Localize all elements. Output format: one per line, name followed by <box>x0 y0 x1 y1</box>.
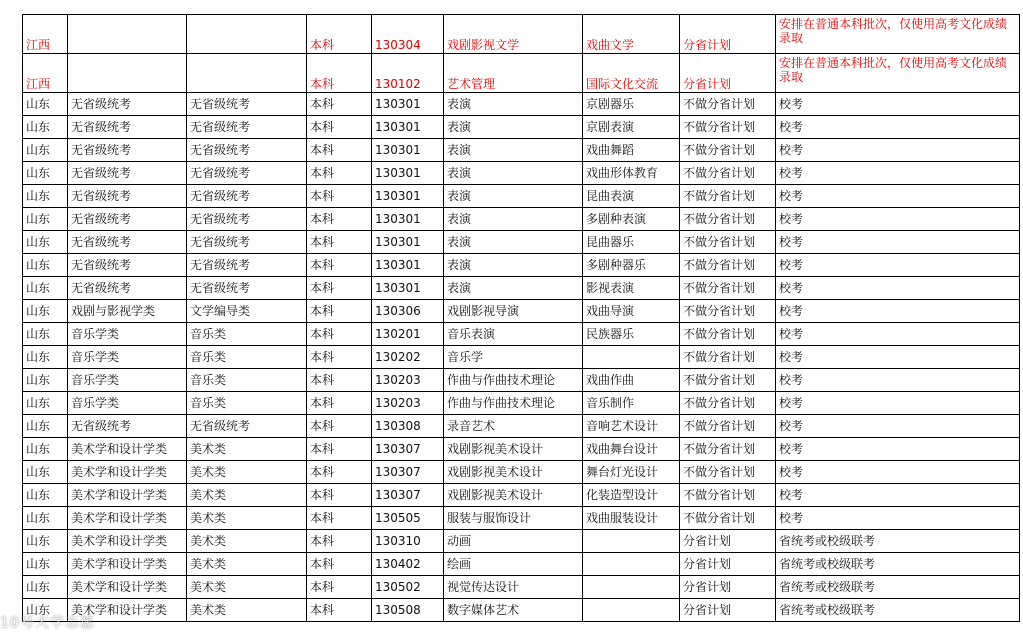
cell-major: 表演 <box>444 254 583 277</box>
cell-code: 130301 <box>372 139 444 162</box>
table-row <box>23 139 1020 162</box>
table-row <box>23 15 1020 54</box>
cell-exam: 无省级统考 <box>187 116 307 139</box>
cell-level: 本科 <box>307 116 372 139</box>
cell-plan: 不做分省计划 <box>680 254 776 277</box>
cell-direction <box>583 553 680 576</box>
cell-exam: 无省级统考 <box>187 415 307 438</box>
cell-major: 视觉传达设计 <box>444 576 583 599</box>
cell-level: 本科 <box>307 553 372 576</box>
cell-plan: 不做分省计划 <box>680 162 776 185</box>
cell-category: 美术学和设计学类 <box>68 576 187 599</box>
cell-code: 130502 <box>372 576 444 599</box>
cell-direction: 多剧种器乐 <box>583 254 680 277</box>
cell-direction: 戏曲舞蹈 <box>583 139 680 162</box>
table-row <box>23 162 1020 185</box>
table-row <box>23 54 1020 93</box>
cell-category <box>68 15 187 54</box>
cell-province: 山东 <box>23 208 68 231</box>
cell-level: 本科 <box>307 277 372 300</box>
cell-category: 美术学和设计学类 <box>68 530 187 553</box>
cell-level: 本科 <box>307 599 372 622</box>
cell-province: 山东 <box>23 530 68 553</box>
table-row <box>23 461 1020 484</box>
cell-direction: 戏曲形体教育 <box>583 162 680 185</box>
cell-direction: 多剧种表演 <box>583 208 680 231</box>
cell-level: 本科 <box>307 15 372 54</box>
cell-major: 表演 <box>444 208 583 231</box>
cell-level: 本科 <box>307 185 372 208</box>
cell-category: 音乐学类 <box>68 346 187 369</box>
cell-exam: 美术类 <box>187 507 307 530</box>
table-row <box>23 254 1020 277</box>
cell-exam: 无省级统考 <box>187 139 307 162</box>
cell-code: 130301 <box>372 254 444 277</box>
cell-province: 山东 <box>23 392 68 415</box>
cell-province: 山东 <box>23 300 68 323</box>
cell-level: 本科 <box>307 576 372 599</box>
cell-category <box>68 54 187 93</box>
cell-category: 戏剧与影视学类 <box>68 300 187 323</box>
cell-note: 校考 <box>776 415 1020 438</box>
cell-category: 无省级统考 <box>68 254 187 277</box>
table-row <box>23 415 1020 438</box>
cell-direction <box>583 530 680 553</box>
cell-direction: 戏曲作曲 <box>583 369 680 392</box>
cell-category: 美术学和设计学类 <box>68 507 187 530</box>
cell-note: 校考 <box>776 507 1020 530</box>
table-row <box>23 346 1020 369</box>
cell-category: 美术学和设计学类 <box>68 438 187 461</box>
cell-code: 130301 <box>372 185 444 208</box>
table-row <box>23 438 1020 461</box>
cell-note: 省统考或校级联考 <box>776 553 1020 576</box>
cell-code: 130301 <box>372 93 444 116</box>
cell-province: 山东 <box>23 162 68 185</box>
cell-province: 山东 <box>23 254 68 277</box>
cell-exam: 音乐类 <box>187 392 307 415</box>
cell-level: 本科 <box>307 323 372 346</box>
cell-plan: 不做分省计划 <box>680 277 776 300</box>
cell-province: 山东 <box>23 576 68 599</box>
cell-plan: 分省计划 <box>680 599 776 622</box>
cell-major: 数字媒体艺术 <box>444 599 583 622</box>
cell-note: 校考 <box>776 484 1020 507</box>
cell-plan: 不做分省计划 <box>680 507 776 530</box>
cell-province: 山东 <box>23 185 68 208</box>
table-row <box>23 93 1020 116</box>
table-body <box>23 15 1020 622</box>
cell-level: 本科 <box>307 415 372 438</box>
cell-category: 音乐学类 <box>68 323 187 346</box>
cell-note: 省统考或校级联考 <box>776 530 1020 553</box>
cell-code: 130402 <box>372 553 444 576</box>
cell-note: 省统考或校级联考 <box>776 599 1020 622</box>
cell-category: 音乐学类 <box>68 369 187 392</box>
cell-level: 本科 <box>307 54 372 93</box>
cell-level: 本科 <box>307 300 372 323</box>
cell-code: 130307 <box>372 438 444 461</box>
cell-note: 校考 <box>776 93 1020 116</box>
cell-province: 山东 <box>23 553 68 576</box>
cell-category: 无省级统考 <box>68 116 187 139</box>
cell-level: 本科 <box>307 461 372 484</box>
cell-exam: 无省级统考 <box>187 277 307 300</box>
cell-province: 江西 <box>23 54 68 93</box>
cell-category: 美术学和设计学类 <box>68 484 187 507</box>
cell-plan: 不做分省计划 <box>680 369 776 392</box>
cell-plan: 不做分省计划 <box>680 438 776 461</box>
cell-note: 安排在普通本科批次，仅使用高考文化成绩录取 <box>776 54 1020 93</box>
cell-direction: 戏曲文学 <box>583 15 680 54</box>
table-row <box>23 507 1020 530</box>
cell-note: 校考 <box>776 254 1020 277</box>
cell-plan: 分省计划 <box>680 576 776 599</box>
cell-exam: 音乐类 <box>187 346 307 369</box>
cell-exam <box>187 54 307 93</box>
table-row <box>23 277 1020 300</box>
cell-plan: 不做分省计划 <box>680 484 776 507</box>
cell-plan: 不做分省计划 <box>680 346 776 369</box>
admission-plan-sheet <box>22 14 1020 622</box>
cell-note: 省统考或校级联考 <box>776 576 1020 599</box>
cell-province: 山东 <box>23 346 68 369</box>
cell-exam: 无省级统考 <box>187 185 307 208</box>
cell-direction: 影视表演 <box>583 277 680 300</box>
cell-province: 山东 <box>23 461 68 484</box>
cell-plan: 不做分省计划 <box>680 93 776 116</box>
cell-plan: 分省计划 <box>680 54 776 93</box>
admission-plan-table <box>22 14 1020 622</box>
cell-major: 表演 <box>444 231 583 254</box>
cell-province: 山东 <box>23 438 68 461</box>
cell-direction: 京剧表演 <box>583 116 680 139</box>
cell-level: 本科 <box>307 484 372 507</box>
cell-category: 美术学和设计学类 <box>68 599 187 622</box>
cell-exam: 美术类 <box>187 461 307 484</box>
cell-note: 校考 <box>776 461 1020 484</box>
cell-category: 音乐学类 <box>68 392 187 415</box>
cell-category: 无省级统考 <box>68 185 187 208</box>
cell-major: 艺术管理 <box>444 54 583 93</box>
cell-code: 130301 <box>372 208 444 231</box>
cell-plan: 不做分省计划 <box>680 461 776 484</box>
cell-code: 130301 <box>372 231 444 254</box>
cell-exam: 美术类 <box>187 484 307 507</box>
cell-major: 表演 <box>444 93 583 116</box>
cell-exam: 无省级统考 <box>187 208 307 231</box>
cell-direction <box>583 576 680 599</box>
cell-province: 山东 <box>23 116 68 139</box>
cell-direction: 京剧器乐 <box>583 93 680 116</box>
table-row <box>23 530 1020 553</box>
cell-direction: 音响艺术设计 <box>583 415 680 438</box>
table-row <box>23 392 1020 415</box>
table-row <box>23 553 1020 576</box>
cell-note: 校考 <box>776 185 1020 208</box>
cell-note: 安排在普通本科批次，仅使用高考文化成绩录取 <box>776 15 1020 54</box>
cell-level: 本科 <box>307 93 372 116</box>
cell-level: 本科 <box>307 231 372 254</box>
cell-major: 音乐表演 <box>444 323 583 346</box>
table-row <box>23 208 1020 231</box>
cell-major: 表演 <box>444 277 583 300</box>
cell-code: 130306 <box>372 300 444 323</box>
cell-plan: 不做分省计划 <box>680 415 776 438</box>
cell-major: 表演 <box>444 185 583 208</box>
cell-note: 校考 <box>776 139 1020 162</box>
cell-direction: 戏曲舞台设计 <box>583 438 680 461</box>
cell-direction <box>583 346 680 369</box>
cell-plan: 不做分省计划 <box>680 231 776 254</box>
cell-direction <box>583 599 680 622</box>
cell-category: 无省级统考 <box>68 208 187 231</box>
cell-exam: 美术类 <box>187 576 307 599</box>
cell-plan: 分省计划 <box>680 553 776 576</box>
cell-major: 录音艺术 <box>444 415 583 438</box>
cell-code: 130508 <box>372 599 444 622</box>
cell-note: 校考 <box>776 438 1020 461</box>
cell-province: 山东 <box>23 231 68 254</box>
cell-code: 130301 <box>372 116 444 139</box>
cell-exam: 无省级统考 <box>187 254 307 277</box>
cell-province: 山东 <box>23 507 68 530</box>
cell-category: 美术学和设计学类 <box>68 461 187 484</box>
cell-code: 130301 <box>372 162 444 185</box>
cell-note: 校考 <box>776 300 1020 323</box>
table-row <box>23 300 1020 323</box>
cell-direction: 戏曲服装设计 <box>583 507 680 530</box>
cell-category: 无省级统考 <box>68 139 187 162</box>
cell-plan: 不做分省计划 <box>680 208 776 231</box>
cell-major: 动画 <box>444 530 583 553</box>
cell-level: 本科 <box>307 254 372 277</box>
cell-direction: 昆曲器乐 <box>583 231 680 254</box>
cell-exam <box>187 15 307 54</box>
cell-major: 表演 <box>444 139 583 162</box>
cell-major: 戏剧影视美术设计 <box>444 438 583 461</box>
cell-code: 130201 <box>372 323 444 346</box>
table-row <box>23 484 1020 507</box>
cell-code: 130307 <box>372 484 444 507</box>
table-row <box>23 323 1020 346</box>
cell-major: 戏剧影视美术设计 <box>444 461 583 484</box>
cell-exam: 无省级统考 <box>187 93 307 116</box>
cell-major: 绘画 <box>444 553 583 576</box>
cell-level: 本科 <box>307 530 372 553</box>
cell-note: 校考 <box>776 116 1020 139</box>
cell-code: 130307 <box>372 461 444 484</box>
cell-note: 校考 <box>776 162 1020 185</box>
cell-code: 130203 <box>372 369 444 392</box>
cell-note: 校考 <box>776 323 1020 346</box>
table-row <box>23 599 1020 622</box>
table-row <box>23 116 1020 139</box>
cell-exam: 无省级统考 <box>187 162 307 185</box>
cell-major: 戏剧影视导演 <box>444 300 583 323</box>
cell-major: 戏剧影视文学 <box>444 15 583 54</box>
cell-category: 无省级统考 <box>68 93 187 116</box>
cell-category: 无省级统考 <box>68 415 187 438</box>
cell-plan: 不做分省计划 <box>680 300 776 323</box>
cell-direction: 戏曲导演 <box>583 300 680 323</box>
cell-major: 作曲与作曲技术理论 <box>444 369 583 392</box>
cell-major: 服装与服饰设计 <box>444 507 583 530</box>
cell-plan: 分省计划 <box>680 530 776 553</box>
cell-level: 本科 <box>307 369 372 392</box>
cell-category: 无省级统考 <box>68 277 187 300</box>
cell-major: 作曲与作曲技术理论 <box>444 392 583 415</box>
cell-code: 130505 <box>372 507 444 530</box>
cell-level: 本科 <box>307 346 372 369</box>
cell-plan: 不做分省计划 <box>680 392 776 415</box>
cell-note: 校考 <box>776 346 1020 369</box>
cell-exam: 无省级统考 <box>187 231 307 254</box>
cell-province: 山东 <box>23 93 68 116</box>
cell-direction: 昆曲表演 <box>583 185 680 208</box>
cell-note: 校考 <box>776 208 1020 231</box>
cell-category: 无省级统考 <box>68 162 187 185</box>
cell-plan: 分省计划 <box>680 15 776 54</box>
cell-province: 山东 <box>23 415 68 438</box>
cell-exam: 音乐类 <box>187 369 307 392</box>
cell-level: 本科 <box>307 208 372 231</box>
cell-exam: 美术类 <box>187 553 307 576</box>
cell-province: 山东 <box>23 139 68 162</box>
cell-note: 校考 <box>776 369 1020 392</box>
cell-code: 130202 <box>372 346 444 369</box>
cell-note: 校考 <box>776 231 1020 254</box>
cell-note: 校考 <box>776 392 1020 415</box>
cell-level: 本科 <box>307 162 372 185</box>
table-row <box>23 185 1020 208</box>
cell-major: 戏剧影视美术设计 <box>444 484 583 507</box>
cell-plan: 不做分省计划 <box>680 116 776 139</box>
cell-province: 山东 <box>23 277 68 300</box>
cell-province: 江西 <box>23 15 68 54</box>
cell-code: 130301 <box>372 277 444 300</box>
cell-category: 美术学和设计学类 <box>68 553 187 576</box>
cell-province: 山东 <box>23 484 68 507</box>
cell-exam: 美术类 <box>187 438 307 461</box>
table-row <box>23 369 1020 392</box>
cell-level: 本科 <box>307 392 372 415</box>
cell-code: 130308 <box>372 415 444 438</box>
cell-code: 130102 <box>372 54 444 93</box>
cell-direction: 音乐制作 <box>583 392 680 415</box>
cell-plan: 不做分省计划 <box>680 323 776 346</box>
cell-province: 山东 <box>23 369 68 392</box>
cell-exam: 音乐类 <box>187 323 307 346</box>
cell-direction: 化装造型设计 <box>583 484 680 507</box>
cell-province: 山东 <box>23 599 68 622</box>
cell-plan: 不做分省计划 <box>680 139 776 162</box>
cell-level: 本科 <box>307 438 372 461</box>
cell-plan: 不做分省计划 <box>680 185 776 208</box>
cell-major: 音乐学 <box>444 346 583 369</box>
cell-code: 130310 <box>372 530 444 553</box>
cell-category: 无省级统考 <box>68 231 187 254</box>
cell-major: 表演 <box>444 162 583 185</box>
table-row <box>23 231 1020 254</box>
cell-note: 校考 <box>776 277 1020 300</box>
cell-exam: 美术类 <box>187 599 307 622</box>
watermark-text: 10号大学志愿 <box>0 615 95 631</box>
cell-level: 本科 <box>307 139 372 162</box>
cell-major: 表演 <box>444 116 583 139</box>
cell-code: 130203 <box>372 392 444 415</box>
table-row <box>23 576 1020 599</box>
cell-exam: 文学编导类 <box>187 300 307 323</box>
cell-province: 山东 <box>23 323 68 346</box>
cell-level: 本科 <box>307 507 372 530</box>
cell-code: 130304 <box>372 15 444 54</box>
cell-direction: 民族器乐 <box>583 323 680 346</box>
cell-direction: 国际文化交流 <box>583 54 680 93</box>
cell-exam: 美术类 <box>187 530 307 553</box>
cell-direction: 舞台灯光设计 <box>583 461 680 484</box>
